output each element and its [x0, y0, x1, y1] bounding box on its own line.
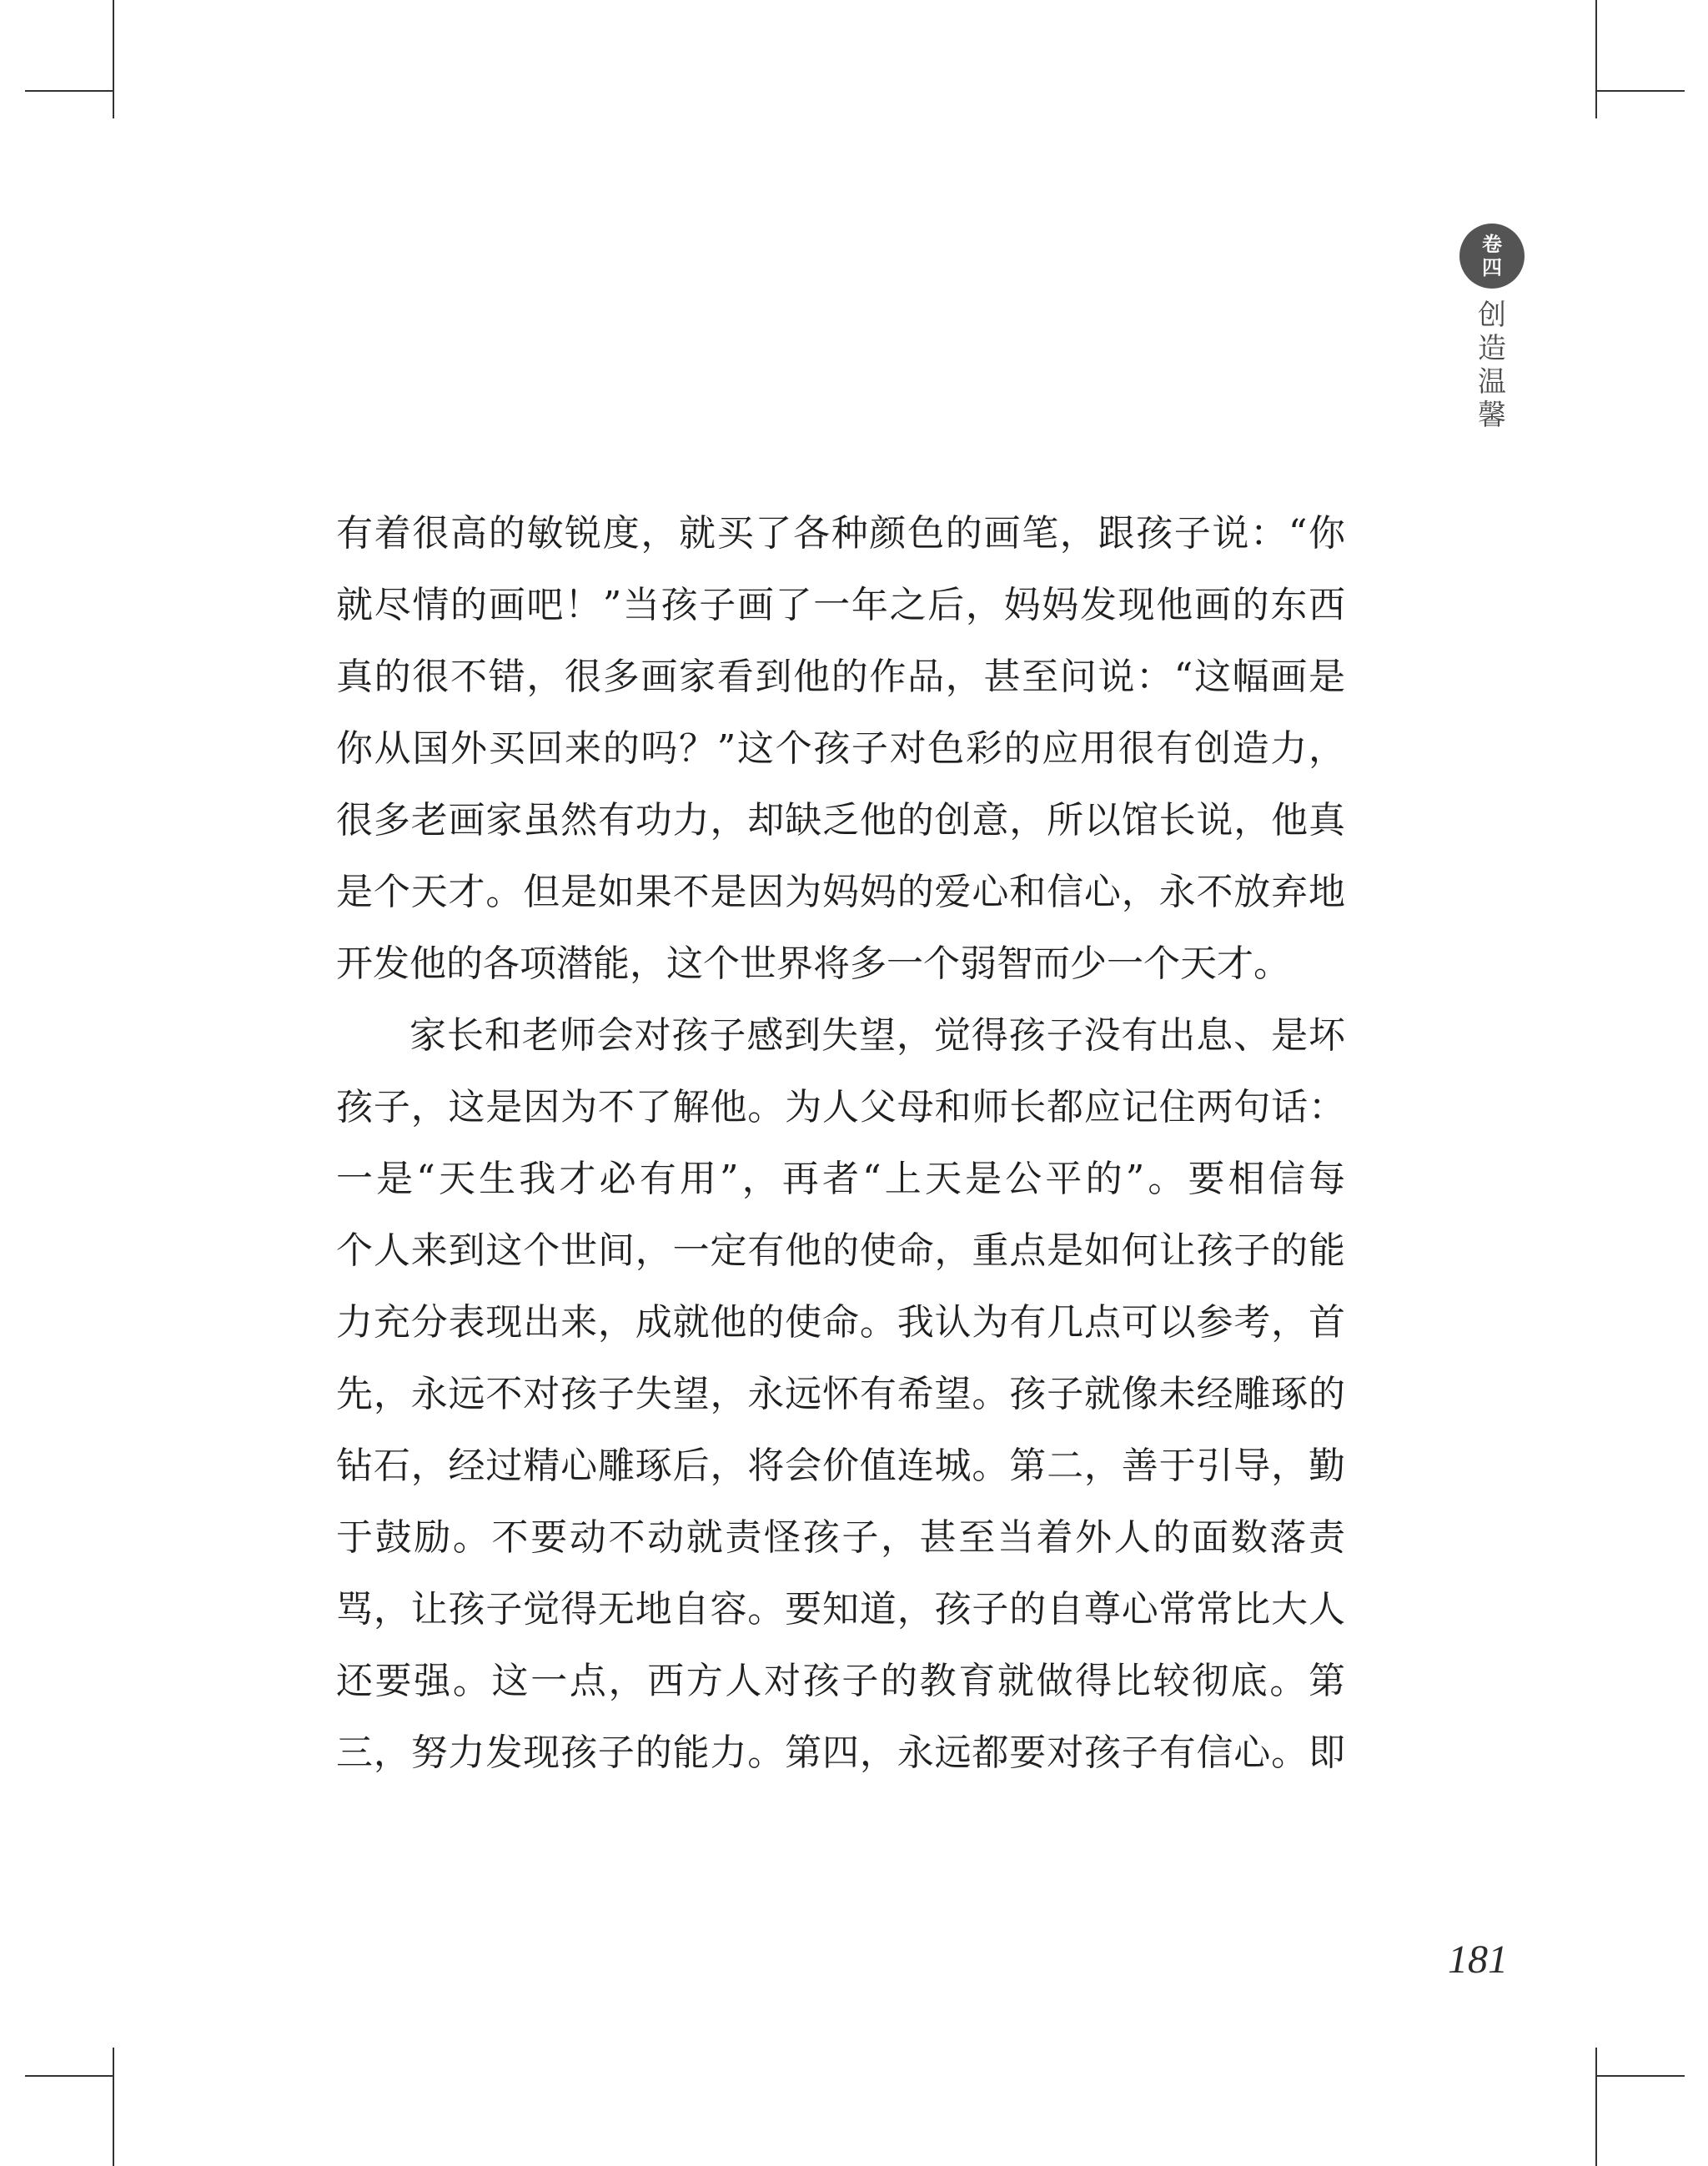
chapter-title-char: 馨 — [1478, 399, 1506, 432]
body-text — [336, 498, 1345, 1789]
chapter-title-char: 造 — [1478, 332, 1506, 365]
chapter-badge-line1: 卷 — [1482, 233, 1502, 256]
text-line: 是个天才。但是如果不是因为妈妈的爱心和信心，永不放弃地 — [336, 871, 1345, 913]
chapter-title-char: 温 — [1478, 365, 1506, 399]
text-line: 钻石，经过精心雕琢后，将会价值连城。第二，善于引导，勤 — [336, 1445, 1345, 1487]
text-line: 个人来到这个世间，一定有他的使命，重点是如何让孩子的能 — [336, 1229, 1345, 1272]
text-line: 你从国外买回来的吗？”这个孩子对色彩的应用很有创造力， — [336, 727, 1345, 770]
chapter-badge — [1459, 224, 1525, 289]
text-line: 还要强。这一点，西方人对孩子的教育就做得比较彻底。第 — [336, 1660, 1345, 1702]
page-number: 181 — [1448, 1937, 1508, 1982]
text-line: 就尽情的画吧！”当孩子画了一年之后，妈妈发现他画的东西 — [336, 584, 1345, 626]
text-line: 有着很高的敏锐度，就买了各种颜色的画笔，跟孩子说：“你 — [336, 512, 1345, 555]
text-line: 三，努力发现孩子的能力。第四，永远都要对孩子有信心。即 — [336, 1731, 1345, 1774]
text-line: 开发他的各项潜能，这个世界将多一个弱智而少一个天才。 — [336, 942, 1290, 985]
chapter-title-char: 创 — [1478, 299, 1506, 332]
paragraph-first-line: 家长和老师会对孩子感到失望，觉得孩子没有出息、是坏 — [409, 1014, 1345, 1057]
crop-mark — [25, 2075, 113, 2077]
crop-mark — [113, 0, 114, 118]
text-line: 孩子，这是因为不了解他。为人父母和师长都应记住两句话： — [336, 1086, 1345, 1128]
text-line: 很多老画家虽然有功力，却缺乏他的创意，所以馆长说，他真 — [336, 799, 1345, 842]
text-line: 真的很不错，很多画家看到他的作品，甚至问说：“这幅画是 — [336, 656, 1345, 698]
text-line: 力充分表现出来，成就他的使命。我认为有几点可以参考，首 — [336, 1301, 1345, 1344]
chapter-badge-line2: 四 — [1482, 256, 1502, 279]
chapter-marker — [1459, 224, 1526, 432]
chapter-title — [1459, 299, 1525, 432]
text-line: 先，永远不对孩子失望，永远怀有希望。孩子就像未经雕琢的 — [336, 1373, 1345, 1415]
crop-mark — [113, 2048, 114, 2166]
crop-mark — [25, 90, 113, 92]
crop-mark — [1595, 2048, 1597, 2166]
text-line: 于鼓励。不要动不动就责怪孩子，甚至当着外人的面数落责 — [336, 1516, 1345, 1559]
crop-mark — [1597, 2075, 1685, 2077]
crop-mark — [1597, 90, 1685, 92]
text-line: 一是“天生我才必有用”，再者“上天是公平的”。要相信每 — [336, 1158, 1345, 1200]
text-line: 骂，让孩子觉得无地自容。要知道，孩子的自尊心常常比大人 — [336, 1588, 1345, 1631]
crop-mark — [1595, 0, 1597, 118]
